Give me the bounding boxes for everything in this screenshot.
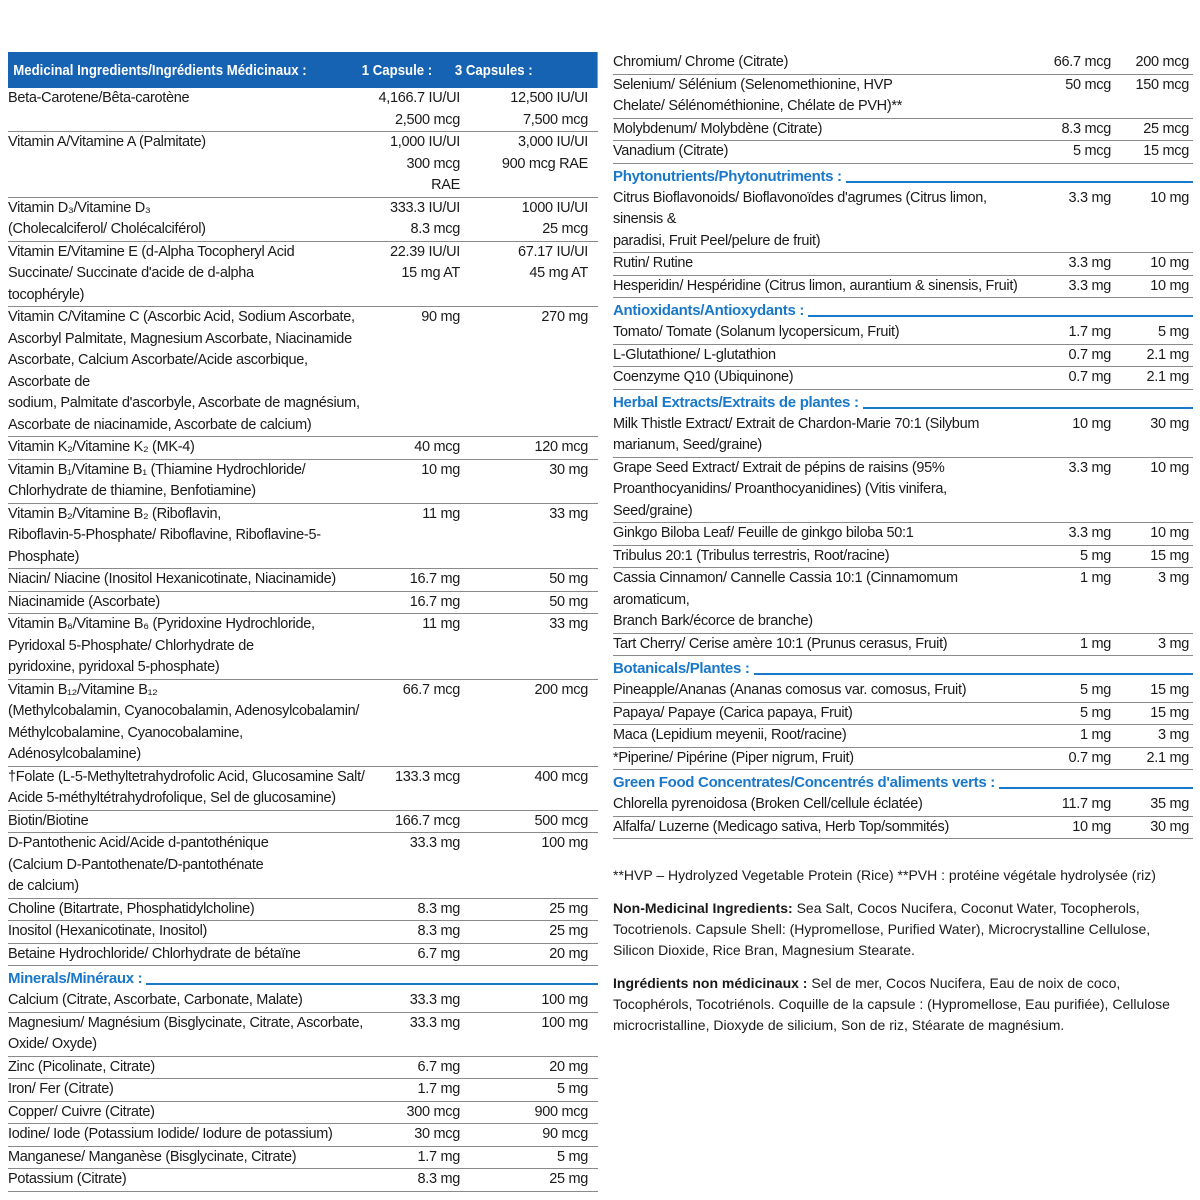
ingredient-row [613,725,1193,748]
ingredient-name: L-Glutathione/ L-glutathion [613,346,776,363]
amount-one-capsule: 33.3 mg [409,835,460,851]
amount-three-capsules: 30 mg [1150,818,1189,835]
ingredient-name: Papaya/ Papaye (Carica papaya, Fruit) [613,704,853,721]
amount-three-capsules: 5 mg [1157,324,1189,340]
ingredient-row [8,833,598,899]
amount-one-capsule: 90 mg [421,309,460,325]
ingredient-name: Alfalfa/ Luzerne (Medicago sativa, Herb Top/sommités) [613,818,950,835]
amount-one-capsule: 5 mg [1079,704,1111,721]
ingredient-row [8,592,598,615]
phytonutrient-rows [613,188,1193,299]
ingredient-row [8,1147,598,1170]
ingredient-name: Iodine/ Iode (Potassium Iodide/ Iodure de potassium) [8,1126,333,1142]
non-medicinal-label: Non-Medicinal Ingredients: [613,900,793,916]
amount-three-capsules: 25 mg [549,1171,588,1187]
ingredient-row [8,1124,598,1147]
ingredient-row [613,703,1193,726]
ingredient-row [8,132,598,198]
amount-three-capsules: 25 mcg [1143,120,1189,137]
ingredient-row [8,504,598,570]
amount-three-capsules: 900 mcg [534,1103,588,1120]
ingredient-name: Ginkgo Biloba Leaf/ Feuille de ginkgo biloba 50:1 [613,525,914,541]
non-medicinal-french [613,973,1193,1036]
amount-three-capsules: 15 mg [1150,704,1189,721]
ingredient-row [613,414,1193,458]
amount-one-capsule: 8.3 mg [417,900,460,917]
ingredient-name: Niacinamide (Ascorbate) [8,593,160,610]
ingredient-name: Vanadium (Citrate) [613,143,729,159]
ingredient-row [8,88,598,132]
non-medicinal-english [613,898,1193,961]
amount-one-capsule: 6.7 mg [417,1058,460,1075]
ingredient-name: Grape Seed Extract/ Extrait de pépins de raisins (95% Proanthocyanidins/ Proanthocyanidines) (Vitis vinifera, Seed/graine) [613,459,947,519]
table-header [8,52,598,88]
amount-three-capsules: 15 mg [1150,682,1189,698]
amount-one-capsule: 1.7 mg [1068,324,1111,340]
ingredient-row [8,614,598,680]
amount-one-capsule: 4,166.7 IU/UI 2,500 mcg [378,90,460,128]
amount-three-capsules: 2.1 mg [1146,749,1189,766]
ingredient-row [8,1169,598,1192]
ingredient-row [8,1013,598,1057]
section-title-green-food: Green Food Concentrates/Concentrés d'aliments verts : [613,772,1193,794]
amount-three-capsules: 3 mg [1157,635,1189,652]
ingredient-name: Copper/ Cuivre (Citrate) [8,1103,155,1120]
ingredient-row [613,276,1193,299]
ingredient-row [613,367,1193,390]
ingredient-name: Vitamin B₂/Vitamine B₂ (Riboflavin, Riboflavin-5-Phosphate/ Riboflavine, Riboflavine-5-Phosphate) [8,505,321,565]
amount-one-capsule: 8.3 mg [417,1171,460,1187]
section-title-botanicals: Botanicals/Plantes : [613,658,1193,680]
amount-one-capsule: 11 mg [422,505,460,522]
ingredient-name: Coenzyme Q10 (Ubiquinone) [613,369,794,385]
amount-three-capsules: 3 mg [1157,727,1189,743]
amount-three-capsules: 5 mg [556,1081,588,1097]
ingredient-row [613,188,1193,254]
header-one-capsule: 1 Capsule : [361,61,433,79]
ingredient-name: Tomato/ Tomate (Solanum lycopersicum, Fruit) [613,324,900,340]
amount-three-capsules: 50 mg [549,593,588,610]
ingredient-name: Vitamin C/Vitamine C (Ascorbic Acid, Sodium Ascorbate, Ascorbyl Palmitate, Magnesium Ascorbate, Niacinamide Ascorbate, Calcium Ascorbate/Acide ascorbique, Ascorbate de sodium, Palmitate d'ascorbyle, Ascorbate de magnésium, Ascorbate de niacinamide, Ascorbate de calcium) [8,309,360,433]
ingredient-name: Hesperidin/ Hespéridine (Citrus limon, aurantium & sinensis, Fruit) [613,277,1018,294]
amount-three-capsules: 270 mg [541,309,588,325]
ingredient-row [613,253,1193,276]
ingredient-row [8,569,598,592]
header-three-capsules: 3 Capsules : [454,61,533,79]
ingredient-name: Chromium/ Chrome (Citrate) [613,54,789,70]
ingredient-name: Manganese/ Manganèse (Bisglycinate, Citrate) [8,1148,297,1165]
right-column [613,52,1193,1048]
ingredient-row [613,119,1193,142]
amount-one-capsule: 300 mcg [406,1103,460,1120]
non-medicinal-text: Sea Salt, Cocos Nucifera, Coconut Water, Tocopherols, Tocotrienols. Capsule Shell: (Hypromellose, Purified Water), Microcrystalline Cellulose, Silicon Dioxide, Rice Bran, Magnesium Stearate. [613,900,1151,958]
ingredient-row [8,437,598,460]
ingredient-row [8,944,598,967]
amount-one-capsule: 333.3 IU/UI 8.3 mcg [389,199,460,237]
amount-three-capsules: 25 mg [549,923,588,939]
amount-one-capsule: 5 mcg [1073,143,1111,159]
ingredient-row [613,322,1193,345]
ingredient-row [613,568,1193,634]
amount-three-capsules: 100 mg [541,1014,588,1031]
amount-one-capsule: 11.7 mg [1061,796,1111,812]
herbal-extract-rows [613,414,1193,657]
amount-three-capsules: 200 mcg [534,681,588,698]
ingredient-name: Calcium (Citrate, Ascorbate, Carbonate, Malate) [8,992,303,1008]
amount-three-capsules: 10 mg [1150,525,1189,541]
ingredient-row [613,748,1193,771]
amount-one-capsule: 30 mcg [414,1126,460,1142]
amount-three-capsules: 200 mcg [1135,54,1189,70]
amount-three-capsules: 10 mg [1150,459,1189,476]
amount-three-capsules: 120 mcg [534,439,588,455]
amount-one-capsule: 11 mg [422,616,460,632]
ingredient-row [8,921,598,944]
amount-one-capsule: 1 mg [1079,727,1111,743]
section-title-minerals: Minerals/Minéraux : [8,968,598,990]
ingredient-name: *Piperine/ Pipérine (Piper nigrum, Fruit) [613,749,854,766]
amount-three-capsules: 15 mcg [1143,143,1189,159]
amount-one-capsule: 1 mg [1079,635,1111,652]
amount-three-capsules: 10 mg [1150,189,1189,206]
amount-three-capsules: 20 mg [549,1058,588,1075]
ingredient-row [613,634,1193,657]
ingredient-name: Rutin/ Rutine [613,255,693,271]
ingredient-row [8,680,598,767]
amount-three-capsules: 15 mg [1150,547,1189,564]
amount-one-capsule: 40 mcg [414,439,460,455]
amount-three-capsules: 100 mg [541,835,588,851]
ingredient-name: Potassium (Citrate) [8,1171,127,1187]
amount-one-capsule: 10 mg [1072,415,1111,432]
ingredient-name: Vitamin B₆/Vitamine B₆ (Pyridoxine Hydrochloride, Pyridoxal 5-Phosphate/ Chlorhydrate de pyridoxine, pyridoxal 5-phosphate) [8,616,315,675]
ingredient-row [8,1057,598,1080]
ingredient-name: Pineapple/Ananas (Ananas comosus var. comosus, Fruit) [613,682,967,698]
amount-one-capsule: 8.3 mcg [1061,120,1111,137]
ingredient-name: Betaine Hydrochloride/ Chlorhydrate de bétaïne [8,945,301,962]
ingredient-name: Choline (Bitartrate, Phosphatidylcholine) [8,900,255,917]
ingredient-row [8,307,598,437]
ingredient-name: Beta-Carotene/Bêta-carotène [8,90,190,106]
amount-three-capsules: 1000 IU/UI 25 mcg [521,199,588,237]
amount-three-capsules: 150 mcg [1135,76,1189,93]
amount-one-capsule: 133.3 mcg [394,768,460,785]
ingredient-name: Vitamin B₁/Vitamine B₁ (Thiamine Hydrochloride/ Chlorhydrate de thiamine, Benfotiamine) [8,461,306,499]
amount-one-capsule: 3.3 mg [1068,255,1111,271]
ingredient-row [613,523,1193,546]
amount-one-capsule: 3.3 mg [1068,189,1111,206]
hvp-footnote: **HVP – Hydrolyzed Vegetable Protein (Rice) **PVH : protéine végétale hydrolysée (riz) [613,867,1156,883]
ingredient-name: Zinc (Picolinate, Citrate) [8,1058,155,1075]
ingredient-row [613,680,1193,703]
ingredient-name: Vitamin B₁₂/Vitamine B₁₂ (Methylcobalamin, Cyanocobalamin, Adenosylcobalamin/ Méthylcobalamine, Cyanocobalamine, Adénosylcobalamine) [8,681,360,762]
ingredient-name: †Folate (L-5-Methyltetrahydrofolic Acid, Glucosamine Salt/ Acide 5-méthyltétrahydrofolique, Sel de glucosamine) [8,768,365,806]
ingredient-row [613,458,1193,524]
amount-one-capsule: 16.7 mg [409,593,460,610]
amount-three-capsules: 20 mg [549,945,588,962]
ingredient-name: D-Pantothenic Acid/Acide d-pantothénique (Calcium D-Pantothenate/D-pantothénate de calcium) [8,835,269,894]
ingredient-row [8,990,598,1013]
ingredient-name: Niacin/ Niacine (Inositol Hexanicotinate, Niacinamide) [8,571,336,587]
ingredient-name: Biotin/Biotine [8,812,89,829]
amount-one-capsule: 8.3 mg [417,923,460,939]
amount-one-capsule: 10 mg [421,461,460,478]
amount-one-capsule: 5 mg [1079,682,1111,698]
amount-three-capsules: 500 mcg [534,812,588,829]
ingredient-name: Tart Cherry/ Cerise amère 10:1 (Prunus cerasus, Fruit) [613,635,948,652]
amount-one-capsule: 33.3 mg [409,992,460,1008]
amount-three-capsules: 400 mcg [534,768,588,785]
ingredient-name: Vitamin E/Vitamine E (d-Alpha Tocopheryl Acid Succinate/ Succinate d'acide de d-alpha tocophéryle) [8,243,295,303]
amount-one-capsule: 1.7 mg [417,1148,460,1165]
ingredient-row [8,767,598,811]
footnotes [613,865,1193,1036]
amount-one-capsule: 16.7 mg [409,571,460,587]
amount-three-capsules: 100 mg [541,992,588,1008]
section-title-herbal-extracts: Herbal Extracts/Extraits de plantes : [613,392,1193,414]
ingredient-row [613,817,1193,840]
amount-one-capsule: 0.7 mg [1068,369,1111,385]
ingredient-row [613,345,1193,368]
amount-one-capsule: 0.7 mg [1068,749,1111,766]
amount-one-capsule: 22.39 IU/UI 15 mg AT [389,243,460,281]
ingredient-row [613,546,1193,569]
amount-three-capsules: 35 mg [1150,796,1189,812]
amount-three-capsules: 30 mg [549,461,588,478]
mineral-rows [8,990,598,1192]
amount-one-capsule: 166.7 mcg [394,812,460,829]
ingredient-name: Magnesium/ Magnésium (Bisglycinate, Citrate, Ascorbate, Oxide/ Oxyde) [8,1014,364,1052]
ingredient-row [8,1102,598,1125]
ingredient-name: Chlorella pyrenoidosa (Broken Cell/cellule éclatée) [613,796,923,812]
ingredient-name: Inositol (Hexanicotinate, Inositol) [8,923,208,939]
amount-three-capsules: 3 mg [1157,570,1189,586]
amount-one-capsule: 1.7 mg [417,1081,460,1097]
ingredient-row [8,1079,598,1102]
amount-three-capsules: 25 mg [549,900,588,917]
botanical-rows [613,680,1193,770]
ingredient-row [613,75,1193,119]
section-title-antioxidants: Antioxidants/Antioxydants : [613,300,1193,322]
ingredient-row [613,52,1193,75]
ingredient-name: Molybdenum/ Molybdène (Citrate) [613,120,823,137]
non-medicinal-text-fr: Sel de mer, Cocos Nucifera, Eau de noix de coco, Tocophérols, Tocotriénols. Coquille de la capsule : (Hypromellose, Eau purifiée), Cellulose microcristalline, Dioxyde de silicium, Son de riz, Stéarate de magnésium. [613,975,1170,1033]
ingredient-name: Vitamin D₃/Vitamine D₃ (Cholecalciferol/ Cholécalciférol) [8,199,206,237]
ingredient-row [8,811,598,834]
amount-one-capsule: 33.3 mg [409,1014,460,1031]
non-medicinal-label-fr: Ingrédients non médicinaux : [613,975,808,991]
left-column [8,52,598,1192]
amount-three-capsules: 30 mg [1150,415,1189,432]
ingredient-row [8,460,598,504]
ingredient-name: Citrus Bioflavonoids/ Bioflavonoïdes d'agrumes (Citrus limon, sinensis & paradisi, Fruit Peel/pelure de fruit) [613,189,987,249]
ingredient-name: Tribulus 20:1 (Tribulus terrestris, Root/racine) [613,547,890,564]
trace-mineral-rows [613,52,1193,164]
ingredient-name: Cassia Cinnamon/ Cannelle Cassia 10:1 (Cinnamomum aromaticum, Branch Bark/écorce de branche) [613,570,958,629]
amount-one-capsule: 3.3 mg [1068,525,1111,541]
amount-one-capsule: 1 mg [1079,570,1111,586]
ingredient-name: Vitamin A/Vitamine A (Palmitate) [8,134,206,150]
amount-three-capsules: 90 mcg [542,1126,588,1142]
ingredient-row [613,141,1193,164]
amount-three-capsules: 3,000 IU/UI 900 mcg RAE [501,134,588,172]
antioxidant-rows [613,322,1193,390]
amount-three-capsules: 12,500 IU/UI 7,500 mcg [510,90,588,128]
ingredient-row [8,242,598,308]
ingredient-row [613,794,1193,817]
amount-one-capsule: 1,000 IU/UI 300 mcg RAE [389,134,460,193]
amount-three-capsules: 10 mg [1150,255,1189,271]
amount-one-capsule: 66.7 mcg [1053,54,1111,70]
amount-one-capsule: 3.3 mg [1068,277,1111,294]
amount-three-capsules: 33 mg [549,616,588,632]
vitamin-rows [8,88,598,966]
ingredient-name: Selenium/ Sélénium (Selenomethionine, HVP Chelate/ Sélénométhionine, Chélate de PVH)** [613,76,903,114]
header-ingredients: Medicinal Ingredients/Ingrédients Médicinaux : [13,61,307,79]
amount-one-capsule: 50 mcg [1065,76,1111,93]
ingredient-name: Vitamin K₂/Vitamine K₂ (MK-4) [8,439,195,455]
amount-three-capsules: 33 mg [549,505,588,522]
ingredient-name: Maca (Lepidium meyenii, Root/racine) [613,727,847,743]
ingredient-row [8,198,598,242]
amount-one-capsule: 10 mg [1072,818,1111,835]
amount-one-capsule: 6.7 mg [417,945,460,962]
amount-three-capsules: 2.1 mg [1146,346,1189,363]
amount-one-capsule: 0.7 mg [1068,346,1111,363]
amount-three-capsules: 5 mg [556,1148,588,1165]
ingredient-name: Milk Thistle Extract/ Extrait de Chardon-Marie 70:1 (Silybum marianum, Seed/graine) [613,415,980,453]
ingredient-row [8,899,598,922]
amount-one-capsule: 5 mg [1079,547,1111,564]
green-food-rows [613,794,1193,839]
amount-three-capsules: 50 mg [549,571,588,587]
ingredient-name: Iron/ Fer (Citrate) [8,1081,114,1097]
amount-three-capsules: 2.1 mg [1146,369,1189,385]
amount-one-capsule: 3.3 mg [1068,459,1111,476]
section-title-phytonutrients: Phytonutrients/Phytonutriments : [613,166,1193,188]
amount-three-capsules: 67.17 IU/UI 45 mg AT [517,243,588,281]
amount-three-capsules: 10 mg [1150,277,1189,294]
amount-one-capsule: 66.7 mcg [402,681,460,698]
